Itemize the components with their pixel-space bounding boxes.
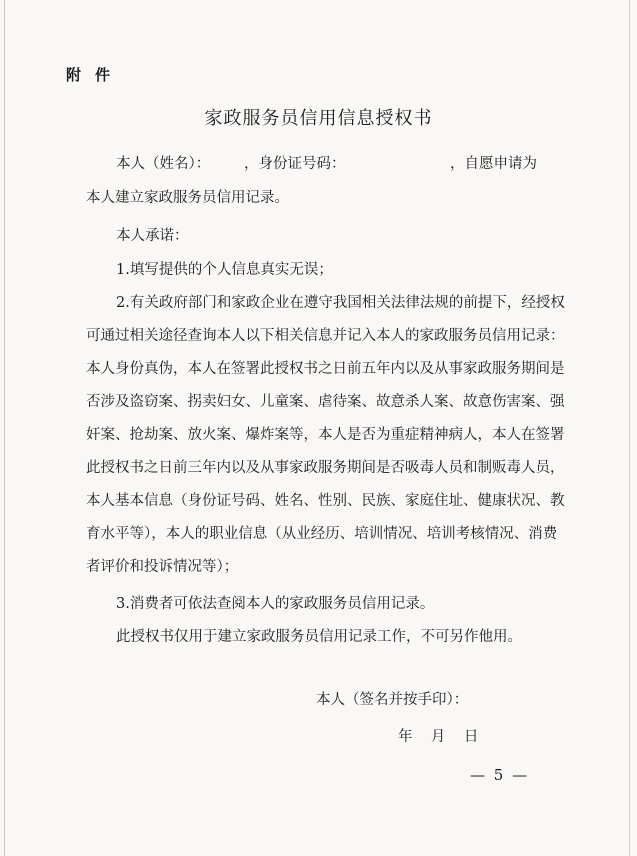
- commitment-heading: 本人承诺：: [116, 228, 189, 244]
- date-label: 年 月 日: [398, 729, 479, 745]
- commitment-item-2-line: 本人基本信息（身份证号码、姓名、性别、民族、家庭住址、健康状况、教: [86, 493, 565, 509]
- commitment-item-3: 3.消费者可依法查阅本人的家政服务员信用记录。: [116, 596, 435, 612]
- intro-id-label: ，身份证号码：: [244, 156, 346, 172]
- intro-line-2: 本人建立家政服务员信用记录。: [86, 190, 289, 206]
- intro-name-label: 本人（姓名）：: [116, 156, 211, 172]
- attachment-label: 附件: [66, 66, 125, 84]
- signature-label: 本人（签名并按手印）：: [316, 692, 469, 708]
- commitment-item-2-line: 此授权书之日前三年内以及从事家政服务期间是否吸毒人员和制贩毒人员，: [86, 460, 565, 476]
- intro-consent-text: ，自愿申请为: [450, 156, 537, 172]
- commitment-item-2-line: 否涉及盗窃案、拐卖妇女、儿童案、虐待案、故意杀人案、故意伤害案、强: [86, 394, 565, 410]
- commitment-item-2-line: 2.有关政府部门和家政企业在遵守我国相关法律法规的前提下，经授权: [116, 295, 565, 311]
- commitment-item-2-line: 可通过相关途径查询本人以下相关信息并记入本人的家政服务员信用记录：: [86, 328, 565, 344]
- document-title: 家政服务员信用信息授权书: [204, 108, 433, 129]
- commitment-item-2-line: 育水平等），本人的职业信息（从业经历、培训情况、培训考核情况、消费: [86, 526, 558, 542]
- page-number: — 5 —: [470, 766, 530, 784]
- commitment-item-1: 1.填写提供的个人信息真实无误；: [116, 262, 333, 278]
- commitment-item-2-line: 本人身份真伪，本人在签署此授权书之日前五年内以及从事家政服务期间是: [86, 361, 565, 377]
- commitment-item-2-line: 者评价和投诉情况等）；: [86, 559, 239, 575]
- commitment-item-2-line: 奸案、抢劫案、放火案、爆炸案等，本人是否为重症精神病人，本人在签署: [86, 427, 565, 443]
- usage-note: 此授权书仅用于建立家政服务员信用记录工作，不可另作他用。: [116, 629, 522, 645]
